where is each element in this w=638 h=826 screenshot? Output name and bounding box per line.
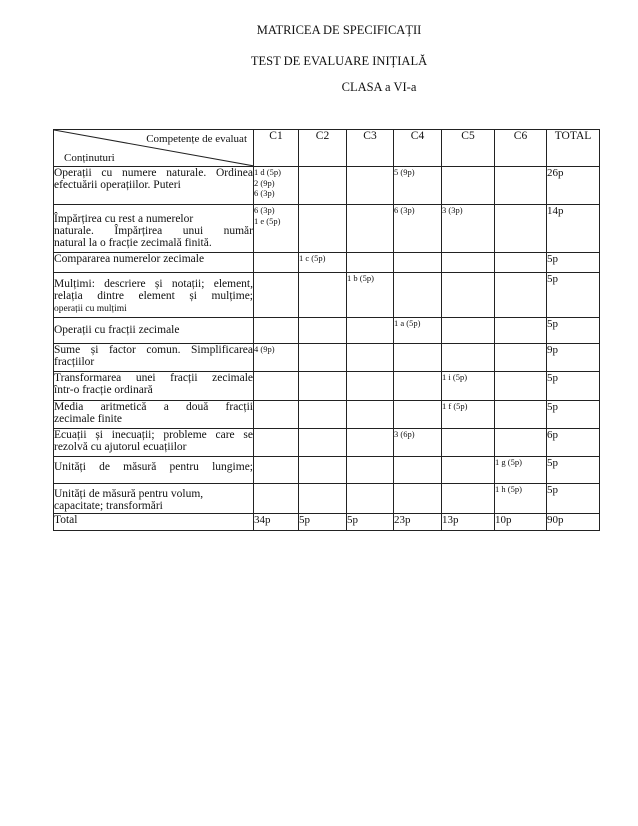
competency-cell-c2	[299, 484, 347, 514]
column-header-c1: C1	[254, 130, 299, 167]
item-score: 1 d (5p)	[254, 167, 281, 177]
competency-cell-c1	[254, 344, 299, 372]
competency-cell-c6	[495, 401, 547, 429]
item-score: 6 (3p)	[394, 205, 415, 215]
competency-cell-c4	[394, 429, 442, 457]
competency-cell-c1	[254, 401, 299, 429]
row-total: 26p	[547, 167, 600, 205]
competency-cell-c1	[254, 372, 299, 401]
competencies-label: Competențe de evaluat	[146, 133, 247, 145]
competency-cell-c5	[442, 253, 495, 273]
competency-cell-c6	[495, 457, 547, 484]
competency-cell-c6	[495, 273, 547, 318]
content-cell	[54, 205, 254, 253]
total-grand: 90p	[547, 514, 600, 531]
item-score: 1 i (5p)	[442, 372, 468, 382]
competency-cell-c1	[254, 253, 299, 273]
row-total: 9p	[547, 344, 600, 372]
content-line: într-o fracție ordinară	[54, 384, 153, 396]
total-c2: 5p	[299, 514, 347, 531]
competency-cell-c4	[394, 457, 442, 484]
content-cell	[54, 372, 254, 401]
competency-cell-c4	[394, 167, 442, 205]
item-score: 1 g (5p)	[495, 457, 522, 467]
competency-cell-c5	[442, 372, 495, 401]
item-score: 2 (9p)	[254, 177, 275, 188]
competency-cell-c3	[347, 344, 394, 372]
content-line: Media aritmetică a două fracții	[54, 401, 253, 413]
competency-cell-c6	[495, 372, 547, 401]
content-cell	[54, 401, 254, 429]
column-header-c4: C4	[394, 130, 442, 167]
content-cell	[54, 484, 254, 514]
content-cell	[54, 344, 254, 372]
competency-cell-c2	[299, 273, 347, 318]
competency-cell-c6	[495, 253, 547, 273]
competency-cell-c2	[299, 167, 347, 205]
competency-cell-c4	[394, 273, 442, 318]
item-score: 1 b (5p)	[347, 273, 374, 283]
row-total: 5p	[547, 457, 600, 484]
item-score: 6 (3p)	[254, 205, 275, 215]
competency-cell-c3	[347, 372, 394, 401]
total-c1: 34p	[254, 514, 299, 531]
competency-cell-c1	[254, 429, 299, 457]
content-line: Ecuații și inecuații; probleme care se	[54, 429, 253, 441]
totals-row	[54, 514, 600, 531]
column-header-c2: C2	[299, 130, 347, 167]
competency-cell-c4	[394, 401, 442, 429]
total-label: Total	[54, 514, 254, 531]
document-title: MATRICEA DE SPECIFICAȚII	[256, 23, 422, 37]
competency-cell-c3	[347, 429, 394, 457]
item-score: 1 c (5p)	[299, 253, 326, 263]
table-row	[54, 344, 600, 372]
competency-cell-c6	[495, 318, 547, 344]
competency-cell-c4	[394, 205, 442, 253]
content-line: capacitate; transformări	[54, 500, 163, 512]
item-score: 3 (6p)	[394, 429, 415, 439]
content-line: natural la o fracție zecimală finită.	[54, 237, 212, 249]
competency-cell-c2	[299, 372, 347, 401]
table-row	[54, 401, 600, 429]
content-cell	[54, 253, 254, 273]
content-cell	[54, 167, 254, 205]
competency-cell-c5	[442, 484, 495, 514]
row-total: 5p	[547, 318, 600, 344]
item-score: 4 (9p)	[254, 344, 275, 354]
item-score: 3 (3p)	[442, 205, 463, 215]
competency-cell-c6	[495, 344, 547, 372]
competency-cell-c5	[442, 457, 495, 484]
content-line: naturale. Împărțirea unui număr	[54, 225, 253, 237]
total-c6: 10p	[495, 514, 547, 531]
item-score: 1 e (5p)	[254, 215, 281, 226]
competency-cell-c5	[442, 167, 495, 205]
competency-cell-c4	[394, 372, 442, 401]
content-line: efectuării operațiilor. Puteri	[54, 179, 181, 191]
competency-cell-c6	[495, 205, 547, 253]
table-row	[54, 372, 600, 401]
column-header-total: TOTAL	[547, 130, 600, 167]
competency-cell-c2	[299, 344, 347, 372]
header-row	[54, 130, 600, 167]
content-line: Unități de măsură pentru lungime;	[54, 461, 253, 473]
content-cell	[54, 318, 254, 344]
content-cell	[54, 273, 254, 318]
column-header-c5: C5	[442, 130, 495, 167]
content-cell	[54, 429, 254, 457]
competency-cell-c3	[347, 273, 394, 318]
content-line: Operații cu numere naturale. Ordinea	[54, 167, 253, 179]
table-row	[54, 253, 600, 273]
content-line: relația dintre element și mulțime;	[54, 290, 253, 302]
competency-cell-c3	[347, 401, 394, 429]
competency-cell-c1	[254, 205, 299, 253]
competency-cell-c4	[394, 318, 442, 344]
competency-cell-c1	[254, 457, 299, 484]
competency-cell-c5	[442, 273, 495, 318]
row-total: 14p	[547, 205, 600, 253]
competency-cell-c5	[442, 429, 495, 457]
competency-cell-c2	[299, 205, 347, 253]
table-row	[54, 167, 600, 205]
item-score: 5 (9p)	[394, 167, 415, 177]
competency-cell-c2	[299, 253, 347, 273]
competency-cell-c2	[299, 429, 347, 457]
content-cell	[54, 457, 254, 484]
content-line: Împărțirea cu rest a numerelor	[54, 213, 194, 225]
competency-cell-c6	[495, 167, 547, 205]
competency-cell-c6	[495, 484, 547, 514]
competency-cell-c4	[394, 484, 442, 514]
contents-label: Conținuturi	[64, 152, 115, 164]
competency-cell-c3	[347, 167, 394, 205]
row-total: 5p	[547, 253, 600, 273]
table-row	[54, 429, 600, 457]
table-row	[54, 318, 600, 344]
total-c3: 5p	[347, 514, 394, 531]
competency-cell-c1	[254, 273, 299, 318]
content-line: Operații cu fracții zecimale	[54, 324, 180, 336]
item-score: 1 f (5p)	[442, 401, 468, 411]
content-line: Sume și factor comun. Simplificarea	[54, 344, 253, 356]
content-line: Mulțimi: descriere și notații; element,	[54, 278, 253, 290]
row-total: 5p	[547, 484, 600, 514]
competency-cell-c1	[254, 167, 299, 205]
competency-cell-c2	[299, 401, 347, 429]
competency-cell-c5	[442, 318, 495, 344]
row-total: 5p	[547, 273, 600, 318]
item-score: 1 h (5p)	[495, 484, 522, 494]
content-line: Compararea numerelor zecimale	[54, 253, 205, 265]
content-line: fracțiilor	[54, 356, 95, 368]
competency-cell-c3	[347, 457, 394, 484]
table-row	[54, 205, 600, 253]
row-total: 6p	[547, 429, 600, 457]
content-line: Unități de măsură pentru volum,	[54, 488, 204, 500]
class-label: CLASA a VI-a	[341, 80, 417, 94]
competency-cell-c3	[347, 318, 394, 344]
competency-cell-c3	[347, 205, 394, 253]
competency-cell-c3	[347, 484, 394, 514]
competency-cell-c6	[495, 429, 547, 457]
column-header-c3: C3	[347, 130, 394, 167]
competency-cell-c5	[442, 344, 495, 372]
competency-cell-c4	[394, 253, 442, 273]
competency-cell-c1	[254, 484, 299, 514]
table-row	[54, 273, 600, 318]
item-score: 1 a (5p)	[394, 318, 421, 328]
content-line: zecimale finite	[54, 413, 123, 425]
test-title: TEST DE EVALUARE INIȚIALĂ	[250, 54, 428, 68]
competency-cell-c1	[254, 318, 299, 344]
row-total: 5p	[547, 372, 600, 401]
content-line: Transformarea unei fracții zecimale	[54, 372, 253, 384]
competency-cell-c5	[442, 401, 495, 429]
content-line: rezolvă cu ajutorul ecuațiilor	[54, 441, 187, 453]
corner-header	[54, 130, 254, 167]
content-line: operații cu mulțimi	[54, 304, 127, 314]
total-c4: 23p	[394, 514, 442, 531]
total-c5: 13p	[442, 514, 495, 531]
item-score: 6 (3p)	[254, 188, 275, 198]
competency-cell-c5	[442, 205, 495, 253]
competency-cell-c4	[394, 344, 442, 372]
specification-matrix	[53, 129, 600, 531]
column-header-c6: C6	[495, 130, 547, 167]
table-row	[54, 457, 600, 484]
competency-cell-c2	[299, 457, 347, 484]
competency-cell-c3	[347, 253, 394, 273]
table-row	[54, 484, 600, 514]
row-total: 5p	[547, 401, 600, 429]
competency-cell-c2	[299, 318, 347, 344]
